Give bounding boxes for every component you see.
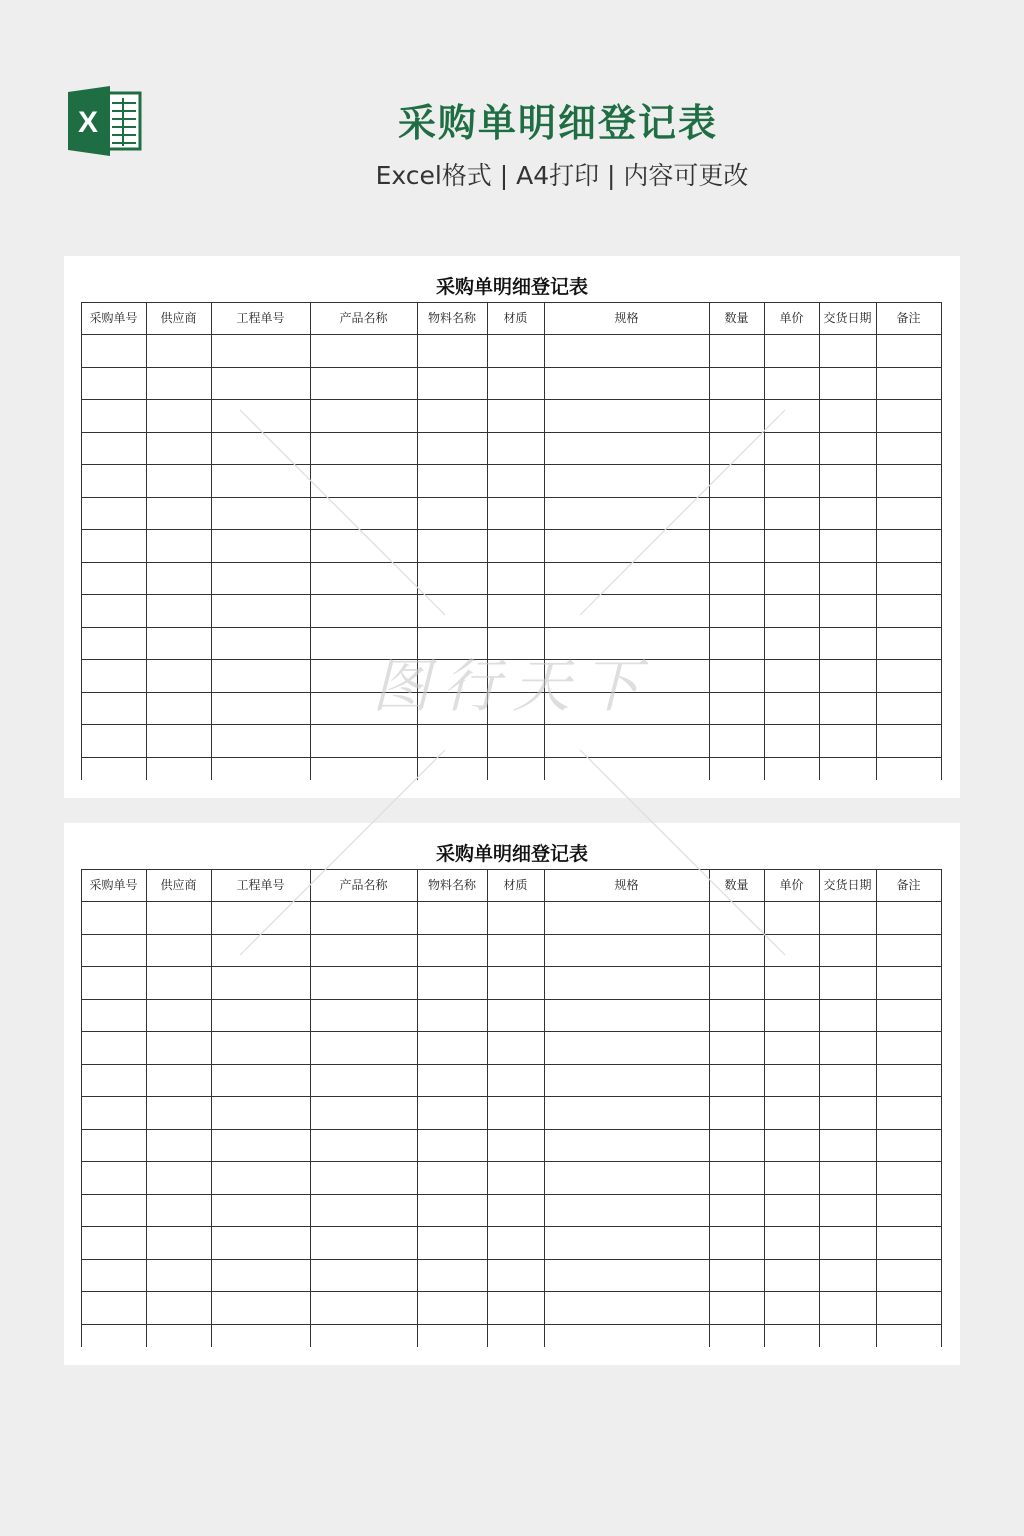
column-header: 产品名称 — [339, 311, 388, 325]
watermark-text: 图行天下 — [371, 652, 653, 720]
column-header: 备注 — [896, 311, 921, 325]
sheet-title: 采购单明细登记表 — [435, 276, 588, 298]
sheet-title: 采购单明细登记表 — [435, 843, 588, 865]
excel-icon-letter: X — [77, 106, 99, 139]
column-header: 规格 — [614, 878, 639, 892]
sheet-table — [81, 302, 943, 780]
column-header: 采购单号 — [89, 878, 138, 892]
column-header: 数量 — [724, 878, 749, 892]
column-header: 采购单号 — [89, 311, 138, 325]
column-header: 工程单号 — [236, 878, 285, 892]
column-header: 数量 — [724, 311, 749, 325]
page-title: 采购单明细登记表 — [397, 101, 718, 145]
sheet-table — [81, 869, 943, 1347]
column-header: 规格 — [614, 311, 639, 325]
column-header: 物料名称 — [427, 311, 476, 325]
column-header: 交货日期 — [823, 878, 872, 892]
column-header: 备注 — [896, 878, 921, 892]
column-header: 单价 — [779, 878, 804, 892]
column-header: 供应商 — [160, 878, 197, 892]
column-header: 交货日期 — [823, 311, 872, 325]
column-header: 供应商 — [160, 311, 197, 325]
sheet-2 — [64, 823, 960, 1365]
column-header: 工程单号 — [236, 311, 285, 325]
table-grid — [81, 302, 943, 780]
column-header: 单价 — [779, 311, 804, 325]
sheet-1 — [64, 256, 960, 798]
column-header: 材质 — [503, 878, 528, 892]
table-grid — [81, 869, 943, 1347]
page-subtitle: Excel格式 | A4打印 | 内容可更改 — [375, 161, 749, 190]
column-header: 材质 — [503, 311, 528, 325]
column-header: 物料名称 — [427, 878, 476, 892]
column-header: 产品名称 — [339, 878, 388, 892]
